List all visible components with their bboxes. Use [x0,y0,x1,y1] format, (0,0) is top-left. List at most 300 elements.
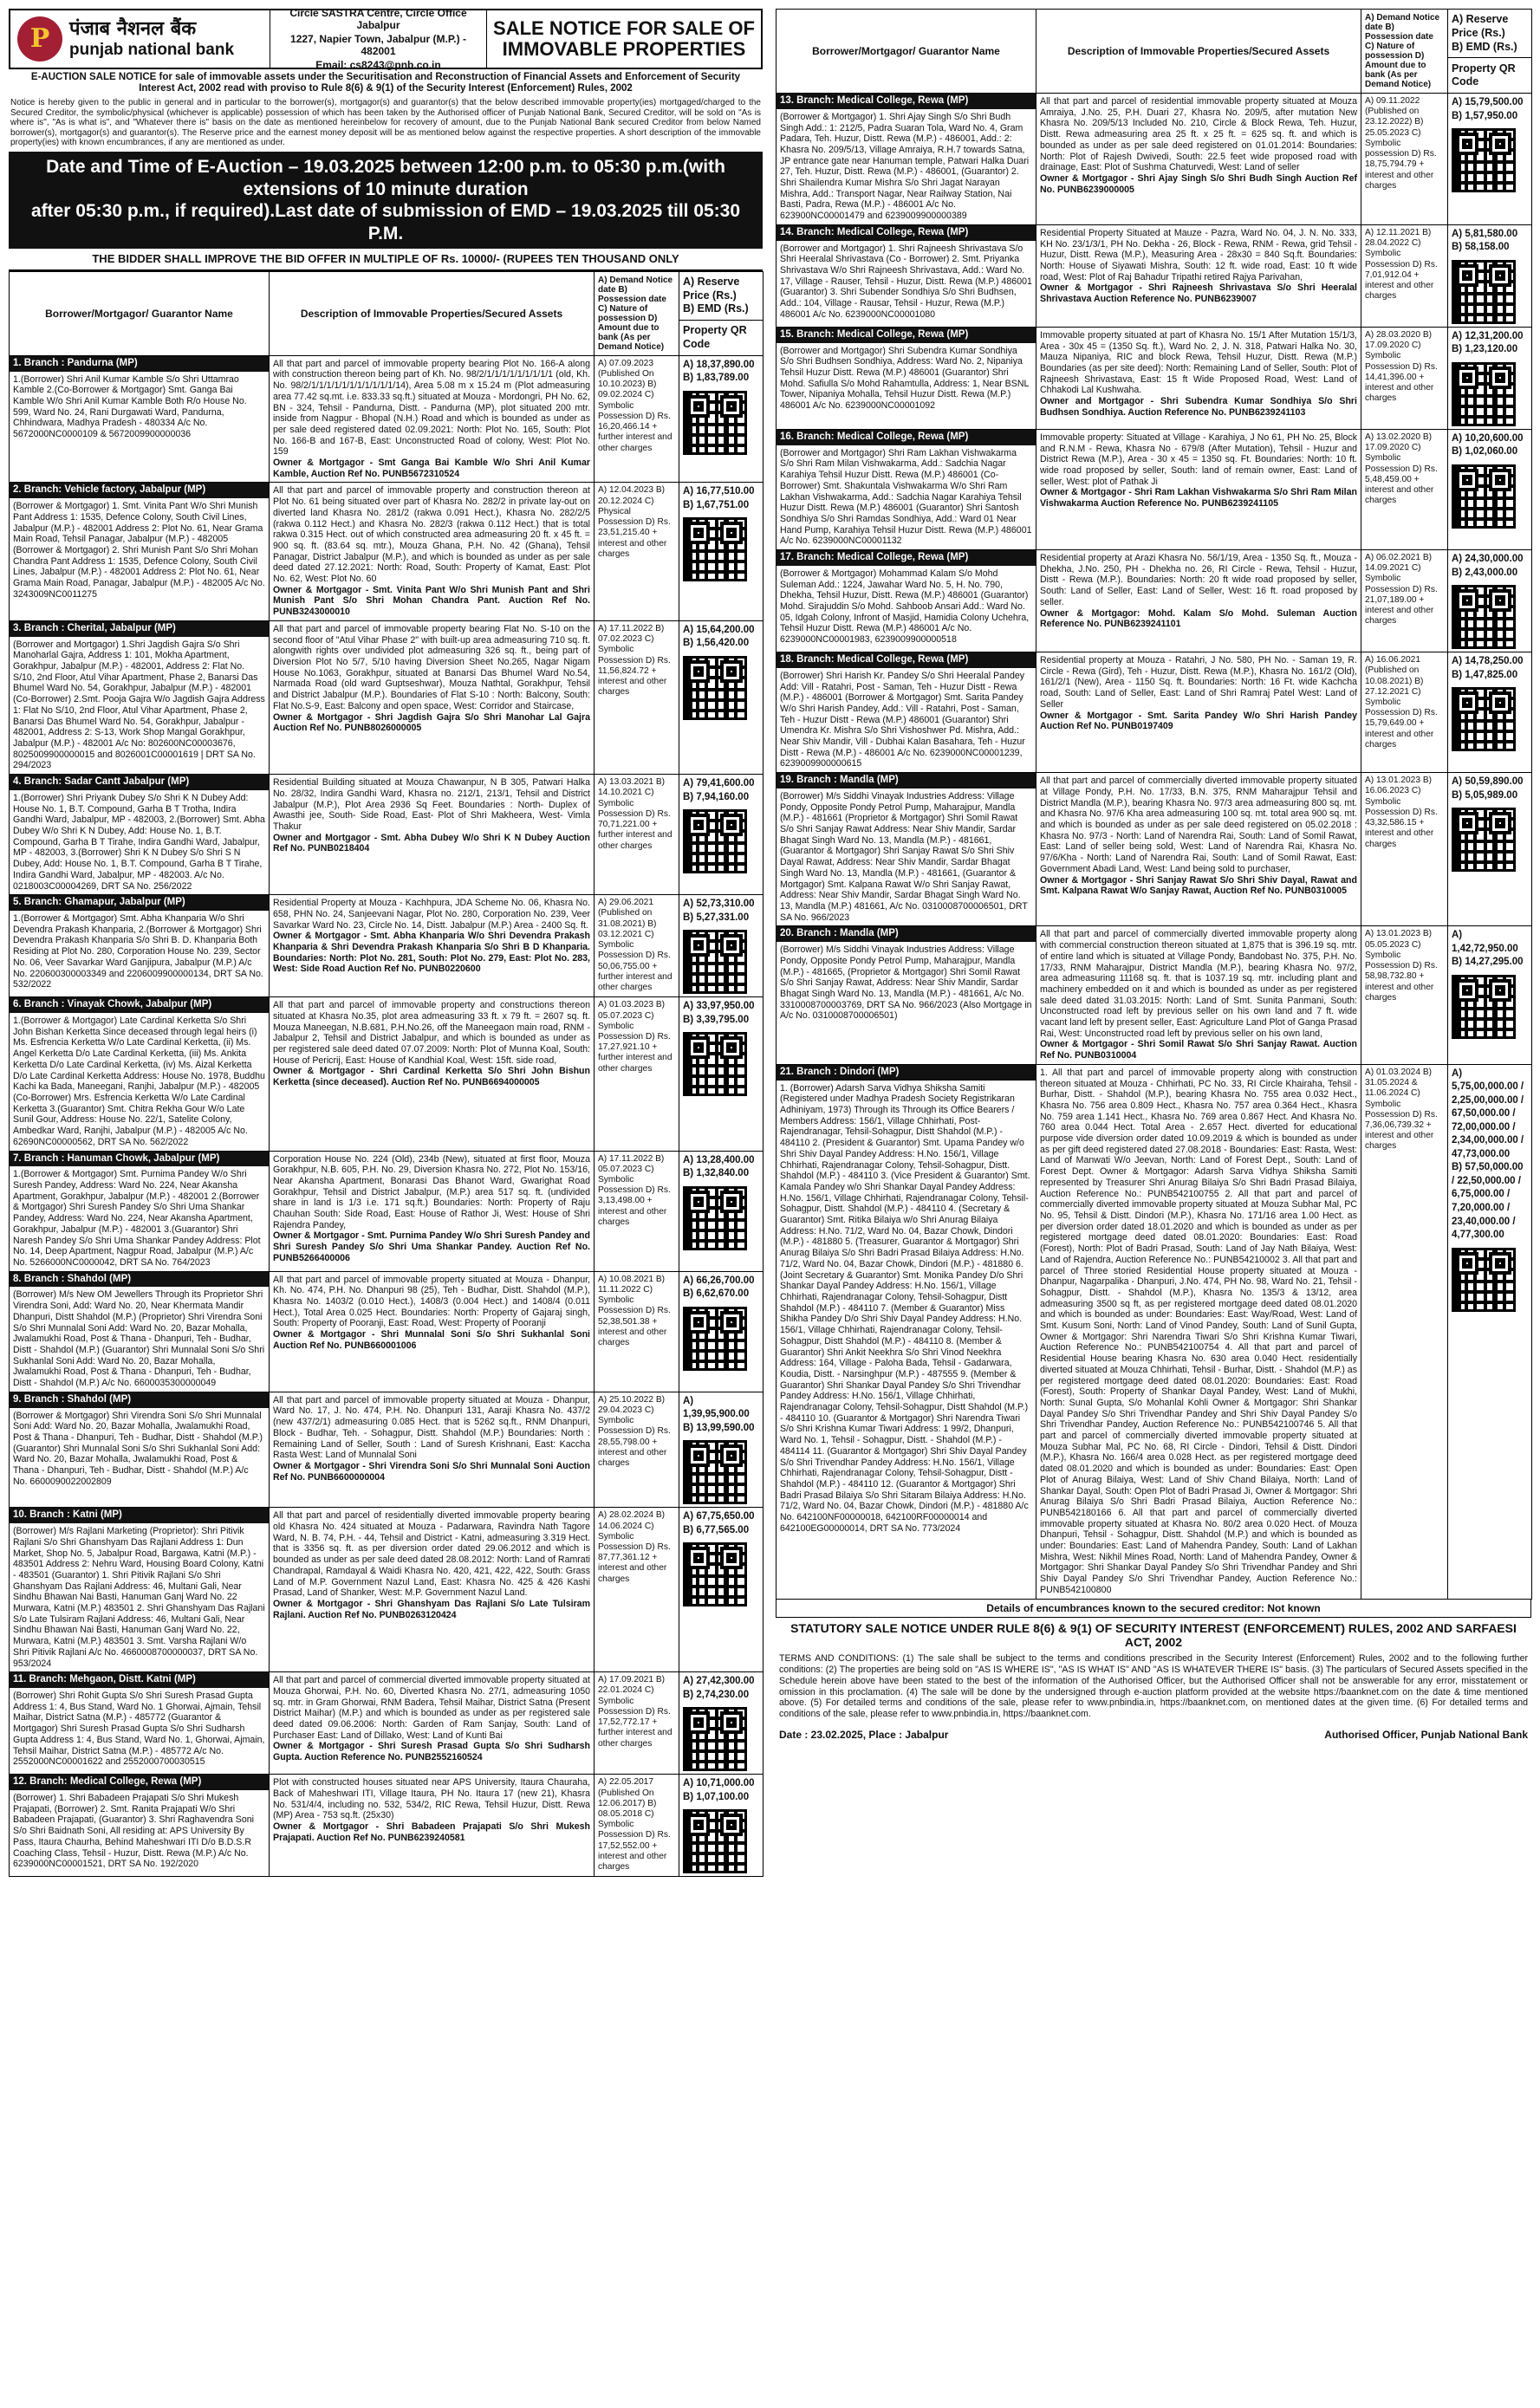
branch-label: 17. Branch: Medical College, Rewa (MP) [776,550,1036,566]
dates-cell [1361,327,1448,429]
description-cell [270,620,595,774]
dates-cell [1361,1064,1448,1599]
borrower-text: (Borrower and Mortgagor) Shri Subendra Kumar Sondhiya S/o Shri Budhsen Sondhiya, Address: Ward No. 2, Nipaniya Tehsil Huzur Distt. Rewa (M.P.) 486001 (Guarantor) Shri Mohd. Safiulla S/o Mohd Rahamtulla, Address: 1, Near BSNL Tower, Nipaniya Mohalla, Tehsil Huzur Distt. Rewa (M.P.) 486001 A/c No. 6239000NC00001092 [780,345,1029,412]
qr-code-icon[interactable] [683,1186,747,1250]
notice-dates: A) 01.03.2023 B) 05.07.2023 C) Symbolic Possession D) Rs. 17,27,921.10 + further interest and other charges [598,1000,673,1074]
owner-auction-ref: Owner & Mortgagor - Shri Rajneesh Shrivastava S/o Shri Heeralal Shrivastava Auction Reference No. PUNB6239007 [1040,282,1357,305]
table-row [776,773,1532,926]
table-row [10,355,764,483]
dates-cell [595,775,679,895]
branch-label: 18. Branch: Medical College, Rewa (MP) [776,652,1036,668]
branch-label: 2. Branch: Vehicle factory, Jabalpur (MP) [10,483,269,498]
notice-title: SALE NOTICE FOR SALE OF IMMOVABLE PROPERTIES [493,16,755,60]
bank-name-hindi: पंजाब नैशनल बैंक [69,17,197,40]
dates-cell [1361,224,1448,327]
table-header-row [10,271,764,320]
reserve-price: A) 10,71,000.00 [683,1778,755,1789]
notice-dates: A) 13.01.2023 B) 05.05.2023 C) Symbolic Possession D) Rs. 58,98,732.80 + interest and other charges [1365,929,1438,1003]
pnb-logo-icon: P [17,16,62,62]
property-description: 1. All that part and parcel of immovable property along with construction thereon situated at Mouza - Chhirhati, PC No. 33, RI Circle Khairaha, Tehsil - Burhar, Distt. - Shahdol (M.P.), bearing Khasra No. 755 area 0.032 Hect., Khasra No. 756 area 0.809 Hect., Khasra No. 757 area 0.364 Hect., Khasra No. 759 area 1.141 Hect., Khasra No. 769 area 0.867 Hect. And Khasra No. 760 area 0.044 Hect. Total Area - 2.657 Hect. diverted for educational purpose vide diversion order dated 10.09.2019 & which is bounded as under as per gift deed registered dated 27.08.2018 - Boundaries: East: Rasta, West: Land of Manwati W/o Jeevan, North: Land of Forest Dept., South: Land of Forest Dept. Owner & Mortgagor: Adarsh Sarva Vidhya Shiksha Samiti represented by Treasurer Shri Anurag Bilaiya S/o Shri Badri Prasad Bilaiya, Auction Reference No.: PUNB542100755 2. All that part and parcel of commercially diverted immovable property situated at Mouza Subhar Mal, PC No. 95, Tehsil & Distt. Dindori (M.P.), Khasra No. 171/16 area 1.00 Hect. as per diversion order dated 18.01.2020 and which is bounded as under as per registered mortgage deed dated 08.01.2020: Boundaries: East: Road (Forest), North: Plot of Badri Prasad, South: Land of Jay Nath Bilaiya, West: Land of Rajendra, Auction Reference No.: PUNB54210002 3. All that part and parcel of Three storied Residential House property situated at Mouza - Dhanpur, Nagarpalika - Dhanpuri, J.No. 474, PH No. 98, Ward No. 21, Tehsil - Sohagpur, Distt. - Shahdol (M.P.), Khasra No. 135/3 & 13/12, area admeasuring 3500 sq ft, as per registered mortgage deed dated 08.01.2020 and which is bounded as under: Boundaries: East: Way/Road, West: Land of Smt. Kusum Soni, North: Land of Vinod Pandey, South: Land of Sunil Gupta, Owner & Mortgagor: Shri Narendra Tiwari S/o Shri Krishna Kumar Tiwari, Auction Reference No.: PUNB542100754 4. All that part and parcel of Residential House bearing Khasra No. 630 area 0.040 Hect. residentially diverted situated at Mouza Chhirhati, Tehsil - Burhar, Distt. - Shahdol (M.P.) as per registered mortgage deed dated 08.01.2020: Boundaries: East: Road (Forest), South: Property of Shankar Dayal Pandey, West: Land of Mukhi, North: Sunal Gupta, S/o Mohanlal Kohli Owner & Mortgagor: Shri Shankar Dayal Pandey S/o Shri Trivendhar Pandey and Shri Shiv Dayal Pandey S/o Shri Trivendhar Pandey, Auction Reference No.: PUNB542100746 5. All that part and parcel of commercially diverted immovable property situated at Mouza Subhar Mal, PC No. 68, RI Circle - Dindori, Tehsil & Distt. Dindori (M.P.), Khasra No. 166/4 area 0.028 Hect. as per registered mortgage deed dated 08.01.2020 and which is bounded as under: Boundaries: East: Open Plot of Anurag Bilaiya, West: Land of Shiv Chand Bilaiya, North: Land of Shankar Dayal, South: Open Plot of Badri Prasad Ji, Owner & Mortgagor: Shri Anurag Bilaiya S/o Shri Badri Prasad Bilaiya, Auction Reference No.: PUNB542180166 6. All that part and parcel of commercially diverted immovable property situated at Khasra No. 80/2 area 0.020 Hect. of Mouza Dhanpuri, Tehsil - Sohagpur, Distt. Shahdol (M.P.) and which is bounded as under: Boundaries: East: Land of Mahendra Pandey, South: Land of Lakhan Mishra, West: Nikhil Mines Road, North: Land of Mahendra Pandey, Owner & Mortgagor: Shri Shankar Dayal Pandey S/o Shri Trivendhar Pandey and Shri Shiv Dayal Pandey S/o Shri Trivendhar Pandey, Auction Reference No.: PUNB542100800 [1040,1067,1357,1595]
borrower-cell [776,429,1036,549]
borrower-text: (Borrower) M/s New OM Jewellers Through its Proprietor Shri Virendra Soni, Add: Ward No. 20, Near Khermata Mandir Dhanpuri, Distt Shahdol (M.P.) (Proprietor) Shri Virendra Soni S/o Shri Munnalal Soni Add: Ward No. 20, Bazar Mohalla, Jwalamukhi Road, Post & Thana - Dhanpuri, Teh - Budhar, Distt - Shahdol (M.P.) (Guarantor) Shri Munnalal Soni S/o Shri Sukhanlal Soni Add: Ward No. 20, Bazar Mohalla, Jwalamukhi Road, Post & Thana - Dhanpuri, Teh - Budhar, Distt - Shahdol (M.P.) A/c No. 6600035300000049 [13,1289,265,1389]
reserve-price: A) 16,77,510.00 [683,486,755,497]
borrower-text: (Borrower & Mortgagor) Mohammad Kalam S/o Mohd Suleman Add.: 1224, Jawahar Ward No. 5, H. No. 790, Dhekha, Tehsil Huzur, Distt. Rewa (M.P.) 486001 (Guarantor) Mohd. Sirajuddin S/o Mohd. Sahboob Ansari Add.: Ward No. 05, Idgah Colony, Infront of Masjid, Hamidia Colony Uchehra, Tehsil Huzur Distt. Rewa (M.P.) 486001 A/c No. 6239000NC00001983, 6239009900000518 [780,568,1030,646]
reserve-price: A) 33,97,950.00 [683,1001,755,1012]
qr-code-icon[interactable] [1452,260,1516,324]
branch-label: 19. Branch : Mandla (MP) [776,773,1036,789]
description-cell [270,1151,595,1271]
circle-office-address: Circle SASTRA Centre, Circle Office Jabalpur 1227, Napier Town, Jabalpur (M.P.) - 482001 Email: cs8243@pnb.co.in [270,10,487,68]
owner-auction-ref: Owner & Mortgagor - Smt. Vinita Pant W/o Shri Munish Pant and Shri Munish Pant S/o Shri Mohan Chandra Pant. Auction Ref No. PUNB3243000010 [273,584,590,618]
emd-amount: B) 3,39,795.00 [683,1014,750,1025]
owner-auction-ref: Owner & Mortgagor: Mohd. Kalam S/o Mohd. Suleman Auction Reference No. PUNB6239241101 [1040,607,1357,630]
bank-name-english: punjab national bank [69,40,235,59]
bank-logo-block [10,10,270,68]
borrower-text: (Borrower & Mortgagor) 1. Shri Ajay Singh S/o Shri Budh Singh Add.: 1: 212/5, Padra Suaran Tola, Ward No. 4, Gram Padara, Teh. Huzur, Distt. Rewa (M.P.) - 486001, Add.: 2: Khasra No. 209/5/13, Village Amraiya, R.H.7 towards Satna, JP entrance gate near Hanuman temple, Patwari Halka Duari 27, Teh. Huzur, Distt. Rewa (M.P.) - 486001, (Guarantor) 2. Shri Shailendra Kumar Mishra S/o Shri Jagat Narayan Mishra, Add.: Transport Nagar, Near Railway Station, Nai Basti, Padra, Rewa (M.P.) - 486001 A/c No. 623900NC00001479 and 6239009900000389 [780,111,1030,222]
emd-amount: B) 58,158.00 [1452,242,1510,253]
qr-code-icon[interactable] [683,1542,747,1606]
property-description: Residential property at Arazi Khasra No. 56/1/19, Area - 1350 Sq. ft., Mouza - Dhekha, J.No. 250, PH - Dhekha no. 26, RI Circle - Rewa, Tehsil - Huzur, Distt - Rewa (M.P.). Boundaries: North: 20 ft wide road proposed by seller, South: Land of Seller, East: Land of Seller, West: 16 ft. road proposed by seller. [1040,553,1357,607]
col-dates: A) Demand Notice date B) Possession date C) Nature of possession D) Amount due to bank (As per Demand Notice) [595,271,679,355]
price-cell [1448,652,1532,773]
qr-code-icon[interactable] [683,391,747,455]
qr-code-icon[interactable] [1452,975,1516,1039]
right-table-body [776,94,1532,1600]
dates-cell [1361,429,1448,549]
emd-amount: B) 5,05,989.00 [1452,789,1518,801]
borrower-cell [776,1064,1036,1599]
borrower-cell [10,620,270,774]
borrower-text: 1.(Borrower & Mortgagor) Smt. Abha Khanparia W/o Shri Devendra Prakash Khanparia, 2.(Borrower & Mortgagor) Shri Devendra Prakash Khanparia S/o Shri B. D. Khanparia Both Residing at Plot No. 280, Corporation House No. 239, Sector No. 06, Veer Savarkar Ward Ganjipura, Jabalpur (M.P.) A/c No. 220600300003349 and 2206009900000134, DRT SA No. 532/2022 [13,913,263,990]
dates-cell [1361,652,1448,773]
price-cell [679,1775,764,1877]
auction-date-band: Date and Time of E-Auction – 19.03.2025 between 12:00 p.m. to 05:30 p.m.(with extensions of 10 minute duration after 05:30 p.m., if required).Last date of submission of EMD – 19.03.2025 till 05:30 P.M. [9,152,763,249]
emd-amount: B) 1,07,100.00 [683,1791,750,1802]
table-row [10,895,764,997]
reserve-price: A) 1,39,95,900.00 [683,1395,750,1420]
description-cell [270,997,595,1151]
table-row [10,1151,764,1271]
reserve-price: A) 5,75,00,000.00 / 2,25,00,000.00 / 67,50,000.00 / 72,00,000.00 / 2,34,00,000.00 / 47,73,000.00 [1452,1068,1524,1159]
statutory-title: STATUTORY SALE NOTICE UNDER RULE 8(6) & 9(1) OF SECURITY INTEREST (ENFORCEMENT) RULES, 2002 AND SARFAESI ACT, 2002 [790,1620,1517,1650]
description-cell [270,1508,595,1672]
borrower-text: (Borrower) Shri Rohit Gupta S/o Shri Suresh Prasad Gupta Address 1: 4, Bus Stand, Ward No. 1 Ghorwai, Ajmain, Tehsil Maihar, District Satna (M.P.) - 485772 (Guarantor & Mortgagor) Shri Suresh Prasad Gupta S/o Shri Sudharsh Gupta Address 1: 4, Bus Stand, Ward No. 1, Ghorwai, Ajmain, Tehsil Maihar, District Satna (M.P.) - 485772 A/c No. 2552000NC00001622 and 2552000700030515 [13,1691,265,1768]
borrower-text: 1.(Borrower & Mortgagor) Smt. Purnima Pandey W/o Shri Suresh Pandey, Address: Ward No. 224, Near Akansha Apartment, Gorakhpur, Jabalpur (M.P.) - 482001 2.(Borrower & Mortgagor) Shri Suresh Pandey S/o Shri Uma Shankar Pandey, Address: Ward No. 224, Near Akansha Apartment, Gorakhpur, Jabalpur (M.P.) - 482001 3.(Guarantor) Shri Naresh Pandey S/o Shri Uma Shankar Pandey Address: Plot No. 14, Deep Apartment, Nagpur Road, Jabalpur (M.P.) A/c No. 5266000NC0000042, DRT SA No. 764/2023 [13,1169,261,1268]
description-cell [270,895,595,997]
col-reserve-emd: A) Reserve Price (Rs.) B) EMD (Rs.) [679,271,764,320]
col-qr: Property QR Code [1448,58,1532,94]
borrower-text: (Borrower) 1. Shri Babadeen Prajapati S/o Shri Mukesh Prajapati, (Borrower) 2. Smt. Ranita Prajapati W/o Shri Babadeen Prajapati, (Guarantor) 3. Shri Raghavendra Soni S/o Shri Baidnath Soni, All residing at: APS University By Pass, Itaura Chaurha, Behind Maheshwari ITI D/o B.D.S.R Coaching Class, Tehsil - Huzur, Distt. Rewa (M.P.) A/c No. 6239000NC00001521, DRT SA No. 192/2020 [13,1793,254,1870]
qr-code-icon[interactable] [1452,1248,1516,1312]
borrower-cell [10,1392,270,1508]
description-cell [1036,773,1361,926]
notice-dates: A) 17.11.2022 B) 07.02.2023 C) Symbolic Possession D) Rs. 11,56,824.72 + interest and other charges [598,623,671,698]
borrower-text: 1. (Borrower) Adarsh Sarva Vidhya Shiksha Samiti (Registered under Madhya Pradesh Society Registrikaran Adhiniyam, 1973) Through its Through its Office Bearers / Members Address: 156/1, Village Chhirhati, Post-Rajendranagar, Tehsil-Sohagpur, Distt Shahdol (M.P.) - 484110 2. (President & Guarantor) Smt. Upama Pandey w/o Shri Shiv Dayal Pandey Address: H.No. 156/1, Village Chhirhati, Rajendranagar Colony, Tehsil-Sohagpur, Distt. Shahdol (M.P.) - 484110 3. (Vice President & Guarantor) Smt. Kamala Pandey w/o Shri Shankar Dayal Pandey Address: H.No. 156/1, Village Chhirhati, Rajendranagar Colony, Tehsil-Sohagpur, Distt. Shahdol (M.P.) - 484110 4. (Secretary & Guarantor) Smt. Ritika Bilaiya w/o Shri Anurag Bilaiya Address: H.No. 71/2, Ward No. 04, Bazar Chowk, Dindori (M.P.) - 481880 5. (Treasurer, Guarantor & Mortgagor) Shri Anurag Bilaiya S/o Shri Badri Prasad Bilaiya Address: H.No. 71/2, Ward No. 04, Bazar Chowk, Dindori (M.P.) - 481880 6. (Joint Secretary & Guarantor) Smt. Monika Pandey D/o Shri Shankar Dayal Pandey Address: H.No. 156/1, Village Chhirhati, Rajendranagar Colony, Tehsil-Sohagpur, Distt Shahdol (M.P.) - 484110 7. (Member & Guarantor) Miss Shikha Pandey D/o Shri Shiv Dayal Pandey Address: H.No. 156/1, Village Chhirhati, Rajendranagar Colony, Tehsil-Sohagpur, Distt Shahdol (M.P.) - 484110 8. (Member & Guarantor) Shri Ankit Neekhra S/o Shri Vinod Neekhra Address: 164, Village - Paloha Bada, Tehsil - Gadarwara, Koudia, Distt. - Narsinghpur (M.P.) - 487555 9. (Member & Guarantor) Shri Shankar Dayal Pandey S/o Shri Trivendhar Pandey Address: H.No. 156/1, Village Chhirhati, Rajendranagar Colony, Tehsil-Sohagpur, Distt Shahdol (M.P.) - 484110 10. (Guarantor & Mortgagor) Shri Narendra Tiwari S/o Shri Krishna Kumar Tiwari Address: 1 99/2, Dhanpuri, Ward No. 1, Tehsil - Sohagpur, Distt. - Shahdol (M.P.) - 484114 11. (Guarantor & Mortgagor) Shri Shiv Dayal Pandey S/o Shri Trivendhar Pandey Address: H.No. 156/1, Village Chhirhati, Rajendranagar Colony, Tehsil-Sohagpur, Distt - Shahdol (M.P.) - 484110 12. (Guarantor & Mortgagor) Shri Badri Prasad Bilaiya S/o Shri Sitaram Bilaiya Address: H.No. 71/2, Ward No. 04, Bazar Chowk, Dindori (M.P.) - 481880 A/c No. 642100NF00000018, 642100RF00000014 and 642100EG00000014, DRT SA No. 773/2024 [780,1082,1030,1534]
price-cell [679,1508,764,1672]
table-row [776,1064,1532,1599]
notice-paragraph: Notice is hereby given to the public in general and in particular to the borrower(s), mortgagor(s) and guarantor(s) that the below described immovable property(ies) mortgaged/charged to the Secured Creditor, the symbolic/physical (whichever is applicable) possession of which has been taken by the Authorised officer of Punjab National Bank, Secured Creditor, will be sold on "As is where is", "As is what is", and "Whatever there is" basis on the date as mentioned hereinbelow for recovery of amount, due to the Punjab National Bank secured Creditor from below Named borrower(s), mortgagor(s) and guarantor(s). The Reserve price and the earnest money deposit will be as mentioned below against the respective properties. A short description of the immovable property(ies) with known encumbrances, if any are mentioned as under. [10,98,761,148]
table-row [10,1392,764,1508]
qr-code-icon[interactable] [683,1307,747,1371]
table-row [776,652,1532,773]
table-row [776,327,1532,429]
branch-label: 6. Branch : Vinayak Chowk, Jabalpur (MP) [10,997,269,1013]
reserve-price: A) 18,37,890.00 [683,359,755,370]
qr-code-icon[interactable] [1452,808,1516,872]
owner-auction-ref: Owner & Mortgagor - Smt. Abha Khanparia W/o Shri Devendra Prakash Khanparia & Shri Devendra Prakash Khanparia S/o Shri B D Khanparia. Boundaries: North: Plot No. 281, South: Plot No. 279, East: Plot No. 283, West: Side Road Auction Ref No. PUNB0220600 [273,931,590,975]
description-cell [1036,1064,1361,1599]
borrower-text: (Borrower) M/s Siddhi Vinayak Industries Address: Village Pondy, Opposite Pondy Petrol Pump, Maharajpur, Mandla (M.P.) - 481665, (Proprietor & Mortgagor) Shri Somil Rawat S/o Shri Sanjay Rawat, Address: Near Shiv Mandir, Sardar Bhagat Singh Ward No. 13, Mandla (M.P.) - 481661, A/c No. 3310008700003769, DRT SA No. 966/2023 (Also Mortgage in A/c No. 0310008700006501) [780,944,1032,1022]
borrower-cell [10,1151,270,1271]
borrower-cell [10,483,270,620]
price-cell [1448,327,1532,429]
terms-conditions: TERMS AND CONDITIONS: (1) The sale shall be subject to the terms and conditions prescribed in the Security Interest (Enforcement) Rules, 2002 and to the following further conditions: (2) The properties are being sold on "AS IS WHERE IS", "AS IS WHAT IS" AND "AS IS WHATEVER THERE IS" basis. (3) The particulars of Secured Assets specified in the Schedule herein above have been stated to the best of the information of the Authorised Officer, but the Authorised Officer shall not be answerable for any error, misstatement or omission in this proclamation. (4) The sale will be done by the undersigned through e-auction platform provided at the website https://baanknet.com on the date & time mentioned above. (5) For detailed terms and conditions of the sale, please refer to www.pnbindia.in, https://baanknet.com, on mentioned dates at the given time. (6) For detailed terms and conditions of the sale, please refer to www.pnbindia.in, https://baanknet.com. [779,1652,1528,1720]
borrower-text: 1.(Borrower) Shri Priyank Dubey S/o Shri K N Dubey Add: House No. 1, B.T. Compound, Garha B T Trotha, Indira Gandhi Ward, Jabalpur, MP - 482003, 2.(Borrower) Smt. Abha Dubey W/o Shri K N Dubey, Add: House No. 1, B.T. Compound, Garha B T Tirahe, Indira Gandhi Ward, Jabalpur, MP - 482003, 3.(Borrower) Shri K N Dubey S/o Shri S N Dubey, Add: House No. 1, B.T. Compound, Garha B T Tirahe, Indira Gandhi Ward, Jabalpur, MP - 482003. A/c No. 0218003C00004269, DRT SA No. 256/2022 [13,792,265,892]
dates-cell [595,355,679,483]
description-cell [270,1775,595,1877]
owner-auction-ref: Owner & Mortgagor - Shri Ajay Singh S/o Shri Budh Singh Auction Ref No. PUNB6239000005 [1040,172,1357,195]
emd-amount: B) 6,62,670.00 [683,1288,750,1300]
price-cell [679,483,764,620]
borrower-text: (Borrower) M/s Siddhi Vinayak Industries Address: Village Pondy, Opposite Pondy Petrol Pump, Maharajpur, Mandla (M.P.) - 481661 (Proprietor & Mortgagor) Shri Somil Rawat S/o Shri Sanjay Rawat Address: Near Shiv Mandir, Sardar Bhagat Singh Ward No. 13, Mandla (M.P.) - 481661, (Guarantor & Mortgagor) Shri Sanjay Rawat S/o Shri Shiv Dayal Rawat, Address: Near Shiv Mandir, Sardar Bhagat Singh Ward No. 13, Mandla (M.P.) - 481661, (Guarantor & Mortgagor) Smt. Kalpana Rawat W/o Shri Sanjay Rawat, Address: Near Shiv Mandir, Sardar Bhagat Singh Ward No. 13, Mandla (M.P.) 481661, A/c No. 0310008700006501, DRT SA No. 966/2023 [780,790,1028,923]
right-property-table [776,9,1532,1600]
branch-label: 5. Branch: Ghamapur, Jabalpur (MP) [10,895,269,911]
dates-cell [595,1775,679,1877]
emd-amount: B) 1,32,840.00 [683,1168,750,1179]
price-cell [679,1392,764,1508]
emd-amount: B) 1,23,120.00 [1452,344,1518,355]
borrower-text: (Borrower) M/s Rajlani Marketing (Proprietor): Shri Pitivik Rajlani S/o Shri Ghanshyam Das Rajlani Address 1: Dun Market, Shop No. 5, Jabalpur Road, Bargawa, Katni (M.P.) - 483501 Address 2: Nehru Ward, Housing Board Colony, Katni - 483501 (Guarantor) 1. Shri Pitivik Rajlani S/o Shri Ghanshyam Das Rajlani Address: 46, Multani Gali, Near Sindhu Bhawan Nai Basti, Hanuman Ganj Ward No. 22 Murwara, Katni (M.P.) 483501 2. Shri Ghanshyam Das Rajlani S/o Late Tulsiram Rajlani Address: 46, Multani Gali, Near Sindhu Bhawan Nai Basti, Hanuman Ganj Ward No. 22, Murwara, Katni (M.P.) 483501 3. Smt. Varsha Rajlani W/o Shri Pitivik Rajlani A/c No. 4660008700000037, DRT SA No. 953/2024 [13,1526,265,1669]
emd-amount: B) 13,99,590.00 [683,1422,755,1433]
authorised-officer: Authorised Officer, Punjab National Bank [1324,1729,1528,1742]
branch-label: 10. Branch : Katni (MP) [10,1508,269,1523]
notice-dates: A) 29.06.2021 (Published on 31.08.2021) B) 03.12.2021 C) Symbolic Possession D) Rs. 50,06,755.00 + further interest and other charges [598,898,673,993]
borrower-cell [10,1672,270,1775]
description-cell [1036,652,1361,773]
property-description: All that part and parcel of immovable property bearing Plot No. 166-A along with construction thereon being part of Kh. No. 98/2/1/1/1/1/1/1/1/1/1 (old, Kh. No. 98/2/1/1/1/1/1/1/1/1/1/1/1/14), Area 5.08 m x 15.24 m (Plot admeasuring area 77.42 sq.mt. i.e. 833.33 sq.ft.) situated at Mouza - Mordongri, PH No. 62, BN - 324, Tehsil - Pandurna, Distt. - Pandurna (MP), plot situated 200 mtr. inside from Nagpur - Bhopal (N.H.) Road and which is bounded as under as per sale deed registered dated 02.09.2021: North: Plot No. 165, South: Plot No. 166-B and 167-B, East: Unconstructed Road of colony, West: Plot No. 159 [273,358,590,458]
owner-auction-ref: Owner & Mortgagor - Shri Ghanshyam Das Rajlani S/o Late Tulsiram Rajlani. Auction Ref No. PUNB0263120424 [273,1598,590,1620]
left-column [9,6,763,2400]
dates-cell [595,620,679,774]
property-description: Corporation House No. 224 (Old), 234b (New), situated at first floor, Mouza Gorakhpur, N.B. 605, P.H. No. 29, Diversion Khasra No. 272, Plot No. 153/16, Near Akansha Apartment, Bonarasi Das Bhanot Ward, Gwarighat Road Gorakhpur, Tehsil and District Jabalpur, (M.P.) area 517 sq. ft. (undivided share in land is 1/3 i.e. 171 sq.ft.) Boundaries: North: Property of Raju Chauhan South: Side Road, East: House of Rathor Ji, West: House of Shri Rajendra Pandey, [273,1153,590,1230]
notice-dates: A) 12.04.2023 B) 20.12.2024 C) Physical Possession D) Rs. 23,51,215.40 + interest and other charges [598,485,671,559]
borrower-text: 1.(Borrower) Shri Anil Kumar Kamble S/o Shri Uttamrao Kamble 2.(Co-Borrower & Mortgagor) Smt. Ganga Bai Kamble W/o Shri Anil Kumar Kamble Both R/o House No. 599, Ward No. 24, Rani Durgawati Ward, Pandurna, Chhindwara, Madhya Pradesh - 480334 A/c No. 5672000NC0000109 & 5672009900000036 [13,373,247,440]
dates-cell [595,1392,679,1508]
dates-cell [1361,926,1448,1064]
property-description: All that part and parcel of commercially diverted immovable property situated at Village Pondy, P.H. No. 17/33, B.N. 375, RNM Maharajpur Tehsil and District Mandla (M.P.), bearing Khasra No. 97/3 area admeasuring 800 sq. mt. and Khasra No. 97/6 Kha area admeasuring 100 sq. mt. total area 900 sq. mt. and which is bounded as under as per sale deed registered on 05.02.2018 : Khasra No. 97/3 - North: Land of Narendra Rai, South: Land of Somil Rawat, East: Land of seller being sold, West: Land of Narendra Rai, Khasra No. 97/6/Kha - North: Land of Narendra Rai, South: Land of Somil Rawat, East: Government Abadi Land, West: Land being sold to purchaser, [1040,776,1357,874]
emd-amount: B) 7,94,160.00 [683,791,750,802]
branch-label: 13. Branch: Medical College, Rewa (MP) [776,94,1036,109]
dates-cell [595,1672,679,1775]
borrower-text: (Borrower and Mortgagor) 1.Shri Jagdish Gajra S/o Shri Manoharlal Gajra, Address 1: 101, Mokha Apartment, Gorakhpur, Jabalpur (M.P.) - 482001, Address 2: Flat No. S/10, 2nd Floor, Atul Vihar Apartment, Phase 2, Banarsi Das Bhumel Ward No. 54, Gorakhpur, Jabalpur (M.P.) - 482001 (Co-Borrower) 2.Smt. Pooja Gajra W/o Jagdish Gajra Address 1: Flat No S/10, 2nd Floor, Atul Vihar Apartment, Phase 2, Banarsi Das Bhumel Ward No. 54, Gorakhpur, Jabalpur - 482001, Address 2: S-13, Work Shop Mangal Gorakhpur, Jabalpur (M.P.) - 482001 A/c No: 802600NC00003676, 8025009900000015 and 8026001C00001619 | DRT SA No. 294/2023 [13,639,265,771]
reserve-price: A) 67,75,650.00 [683,1511,755,1522]
qr-code-icon[interactable] [1452,464,1516,529]
property-description: All that part and parcel of residential immovable property situated at Mouza Amraiya, J.No. 25, P.H. Duari 27, Khasra No. 209/5, after mutation New Khasra No. 209/5/13 Included No. 210, Circle & Block Rewa, Teh. Huzur, Distt. Rewa admeasuring area 25 ft. x 25 ft. = 625 sq. ft. and which is bounded as under as per sale deed registered on 01.01.2014: Boundaries: North: Plot of Rajesh Dwivedi, South: 22.5 feet wide proposed road with drainage, East: Plot of Sushma Chaturvedi, West: Land of seller [1040,96,1357,173]
borrower-cell [10,1775,270,1877]
dates-cell [595,895,679,997]
emd-amount: B) 1,57,950.00 [1452,110,1518,121]
reserve-price: A) 24,30,000.00 [1452,554,1524,565]
circle-email: Email: cs8243@pnb.co.in [315,59,441,72]
reserve-price: A) 79,41,600.00 [683,778,755,789]
borrower-text: (Borrower) Shri Harish Kr. Pandey S/o Shri Heeralal Pandey Add: Vill - Ratahri, Post - Saman, Teh - Huzur Distt - Rewa (M.P.) - 486001 (Borrower & Mortgagor) Smt. Sarita Pandey W/o Shri Harish Pandey, Add.: Vill - Ratahri, Post - Saman, Teh - Huzur Distt - Rewa (M.P.) 486001 (Guarantor) Shri Umendra Kr. Mishra S/o Shri Vishoshwer Pd. Mishra, Add.: Near Shiv Mandir, Vill - Dubhai Kalan Basahara, Teh - Huzur Distt - Rewa (M.P.) - 486001 A/c No. 6239000NC00001239, 6239009900000615 [780,670,1025,769]
reserve-price: A) 15,64,200.00 [683,624,755,635]
description-cell [1036,94,1361,225]
borrower-cell [10,1508,270,1672]
description-cell [270,483,595,620]
qr-code-icon[interactable] [683,1707,747,1771]
emd-amount: B) 6,77,565.00 [683,1524,750,1535]
owner-auction-ref: Owner & Mortgagor - Shri Babadeen Prajapati S/o Shri Mukesh Prajapati. Auction Ref No. PUNB6239240581 [273,1821,590,1843]
reserve-price: A) 15,79,500.00 [1452,97,1524,107]
emd-amount: B) 5,27,331.00 [683,912,750,923]
reserve-price: A) 5,81,580.00 [1452,228,1518,239]
notice-header [9,6,763,72]
borrower-cell [776,327,1036,429]
qr-code-icon[interactable] [683,517,747,581]
col-description: Description of Immovable Properties/Secured Assets [270,271,595,355]
description-cell [270,1271,595,1392]
notice-dates: A) 07.09.2023 (Published On 10.10.2023) B) 09.02.2024 C) Symbolic Possession D) Rs. 16,20,466.14 + further interest and other charges [598,358,673,453]
notice-dates: A) 13.01.2023 B) 16.06.2023 C) Symbolic Possession D) Rs. 43,32,586.15 + interest and other charges [1365,776,1438,849]
notice-dates: A) 22.05.2017 (Published On 12.06.2017) B) 08.05.2018 C) Symbolic Possession D) Rs. 17,52,552.00 + interest and other charges [598,1777,671,1873]
notice-dates: A) 01.03.2024 B) 31.05.2024 & 11.06.2024 C) Symbolic Possession D) Rs. 7,36,06,739.32 + interest and other charges [1365,1067,1438,1152]
owner-auction-ref: Owner and Mortgagor - Shri Subendra Kumar Sondhiya S/o Shri Budhsen Sondhiya. Auction Reference No. PUNB6239241103 [1040,396,1357,418]
notice-subtitle: E-AUCTION SALE NOTICE for sale of immovable assets under the Securitisation and Reconstruction of Financial Assets and Enforcement of Security Interest Act, 2002 read with proviso to Rule 8(6) & 9(1) of the Security Interest (Enforcement) Rules, 2002 [30,72,741,94]
qr-code-icon[interactable] [1452,362,1516,426]
borrower-cell [10,1271,270,1392]
borrower-cell [776,773,1036,926]
notice-dates: A) 16.06.2021 (Published on 10.08.2021) B) 27.12.2021 C) Symbolic Possession D) Rs. 15,79,649.00 + interest and other charges [1365,655,1438,750]
owner-auction-ref: Owner & Mortgagor - Shri Cardinal Kerketta S/o Shri John Bishun Kerketta (since deceased). Auction Ref No. PUNB6694000005 [273,1066,590,1088]
reserve-price: A) 13,28,400.00 [683,1154,755,1165]
property-description: All that part and parcel of immovable property and constructions thereon situated at Khasra No.35, plot area admeasuring 33 ft. x 79 ft. = 2607 sq. ft. Mouza Maneegan, N.B.681, P.H.No.26, off the Maneegaon main road, RNM - Jabalpur 2, Tehsil and District Jabalpur, and which is bounded as under as per registered sale deed dated 07.07.2009: North: Plot of Munna Koal, South: House of Pericrij, East: House of Kandhial Koal, West: 15ft. side road, [273,1000,590,1066]
price-cell [1448,429,1532,549]
price-cell [679,620,764,774]
description-cell [1036,429,1361,549]
encumbrance-line: Details of encumbrances known to the secured creditor: Not known [776,1600,1531,1618]
notice-dates: A) 28.03.2020 B) 17.09.2020 C) Symbolic Possession D) Rs. 14,41,396.00 + interest and other charges [1365,329,1438,404]
owner-auction-ref: Owner & Mortgagor - Shri Sanjay Rawat S/o Shri Shiv Dayal, Rawat and Smt. Kalpana Rawat W/o Sanjay Rawat, Auction Ref No. PUNB0310005 [1040,874,1357,897]
notice-dates: A) 09.11.2022 (Published on 23.12.2022) B) 25.05.2023 C) Symbolic possession D) Rs. 18,75,794.79 + interest and other charges [1365,96,1437,191]
reserve-price: A) 52,73,310.00 [683,899,755,910]
dates-cell [1361,550,1448,652]
table-row [10,1775,764,1877]
property-description: All that part and parcel of immovable property bearing Flat No. S-10 on the second floor of "Atul Vihar Phase 2" with built-up area admeasuring 710 sq. ft. alongwith rights over undivided plot admeasuring 326 sq. ft., being part of Diversion Plot No 5/7, 5/10 having Diversion Sheet No.265, Nagar Nigam House No.1063, Gorakhpur, situated at Banarsi Das Bhumel Ward No.54, Narmada Road (old ward Guptseshwar), Mouza Nathtal, Gorakhpur, Tehsil and District Jabalpur (M.P.). Boundaries of Flat S-10 : North: Balcony, South: Flat No.S-9, East: Balcony and open space, West: Corridor and Staircase, [273,623,590,711]
branch-label: 16. Branch: Medical College, Rewa (MP) [776,430,1036,445]
borrower-cell [10,775,270,895]
property-description: All that part and parcel of residentially diverted immovable property bearing old Khasra No. 424 situated at Mouza - Padarwara, Ravindra Nath Tagore Ward, N. B. 74, P.H. - 44, Tehsil and District - Katni, admeasuring 3.319 Hect. that is 3356 sq. ft. as per diversion order dated 29.06.2012 and which is bounded as under as per sale deed dated 28.08.2012: North: Land of Ramrati Chandrapal, Ramdayal & Waidi Khasra No. 420, 421, 422, 422, South: Grass Land of M.P. Government Nazul Land, East: Khasra No. 425 & 426 Kashi Prasad, Land of Shanker, West: M.P. Government Nazul Land. [273,1510,590,1599]
description-cell [1036,224,1361,327]
price-cell [679,775,764,895]
borrower-cell [776,94,1036,225]
owner-auction-ref: Owner and Mortgagor - Smt. Abha Dubey W/o Shri K N Dubey Auction Ref No. PUNB0218404 [273,832,590,854]
price-cell [1448,926,1532,1064]
owner-auction-ref: Owner & Mortgagor - Shri Suresh Prasad Gupta S/o Shri Sudharsh Gupta. Auction Reference No. PUNB2552160524 [273,1741,590,1763]
description-cell [1036,550,1361,652]
reserve-price: A) 12,31,200.00 [1452,330,1524,341]
table-row [776,94,1532,225]
borrower-text: (Borrower & Mortgagor) Shri Virendra Soni S/o Shri Munnalal Soni Add: Ward No. 20, Bazar Mohalla, Jwalamukhi Road, Post & Thana - Dhanpuri, Teh - Budhar, Distt - Shahdol (M.P.) (Guarantor) Shri Munnalal Soni S/o Shri Sukhanlal Soni Add: Ward No. 20, Bazar Mohalla, Jwalamukhi Road, Post & Thana - Dhanpuri, Teh - Budhar, Distt - Shahdol (M.P.) A/c No. 6600090022002809 [13,1410,263,1487]
property-description: Residential Property Situated at Mauze - Pazra, Ward No. 04, J. N. No. 333, KH No. 23/1/3/1, PH No. Dekha - 26, Block - Rewa, RNM - Rewa, grid Tehsil - Huzur, Distt. Rewa (M.P.), Measuring Area - 28x30 = 840 Sq.ft. Boundaries: North: House of Siyawati Mishra, South: 12 ft. wide road, East: 10 ft wide road, West: Plot of Raj Bahadur Tripathi retired Rajya Parivahan, [1040,227,1357,282]
signature-row [776,1722,1531,1748]
table-row [776,550,1532,652]
reserve-price: A) 27,42,300.00 [683,1676,755,1687]
property-description: All that part and parcel of immovable property and construction thereon at Plot No. 61 being situated over part of Khasra No. 282/2 in private lay-out on diverted land Khasra No. 281/2 (rakwa 0.091 Hect.), Khasra No. 282/2/5 (rakwa 0.112 Hect.) and Khasra No. 282/3 (rakwa 0.112 Hect.) that is total rakwa 0.315 Hect. out of which constructed area admeasuring 20 ft. x 45 ft. = 900 sq. ft. (83.64 sq. mtr.), Mouza Ghana, P.H. No. 42 (Ghana), Tehsil Panagar, District Jabalpur (M.P.), and which is bounded as under as per sale deed dated 27.12.2021: North: Road, South: Property of Kamat, East: Plot No. 62, West: Plot No. 60 [273,485,590,585]
left-table-body [10,355,764,1877]
owner-auction-ref: Owner & Mortgagor - Smt. Sarita Pandey W/o Shri Harish Pandey Auction Ref No. PUNB0197409 [1040,710,1357,732]
property-description: All that part and parcel of commercial diverted immovable property situated at Mouza Ghorwai, P.H. No. 60, Diverted Khasra No. 27/1, admeasuring 1050 sq. mtr. in Gram Ghorwai, RNM Badera, Tehsil Maihar, District Satna (Present District Maihar) (M.P.) and which is bounded as under as per registered sale deed dated 09.06.2006: North: Garden of Ram Sanjay, South: Land of Purchaser East: Land of Dillako, West: Land of Kunti Bai [273,1675,590,1741]
emd-amount: B) 1,02,060.00 [1452,446,1518,458]
borrower-cell [10,355,270,483]
qr-code-icon[interactable] [683,930,747,994]
col-dates: A) Demand Notice date B) Possession date C) Nature of possession D) Amount due to bank (As per Demand Notice) [1361,10,1448,94]
description-cell [1036,926,1361,1064]
qr-code-icon[interactable] [683,656,747,720]
price-cell [1448,1064,1532,1599]
table-row [776,224,1532,327]
owner-auction-ref: Owner & Mortgagor - Shri Virendra Soni S/o Shri Munnalal Soni Auction Ref No. PUNB6600000004 [273,1460,590,1483]
price-cell [679,1271,764,1392]
price-cell [1448,550,1532,652]
emd-amount: B) 1,67,751.00 [683,499,750,510]
branch-label: 14. Branch: Medical College, Rewa (MP) [776,225,1036,241]
description-cell [270,355,595,483]
reserve-price: A) 66,26,700.00 [683,1275,755,1286]
branch-label: 11. Branch: Mehgaon, Distt. Katni (MP) [10,1672,269,1688]
emd-amount: B) 1,83,789.00 [683,373,750,384]
branch-label: 9. Branch : Shahdol (MP) [10,1392,269,1408]
reserve-price: A) 1,42,72,950.00 [1452,930,1518,954]
description-cell [270,1392,595,1508]
notice-dates: A) 17.11.2022 B) 05.07.2023 C) Symbolic Possession D) Rs. 3,13,498.00 + interest and other charges [598,1153,671,1227]
reserve-price: A) 50,59,890.00 [1452,776,1524,788]
emd-amount: B) 57,50,000.00 / 22,50,000.00 / 6,75,000.00 / 7,20,000.00 / 23,40,000.00 / 4,77,300.00 [1452,1162,1524,1241]
emd-amount: B) 2,43,000.00 [1452,567,1518,578]
bid-increment-band: THE BIDDER SHALL IMPROVE THE BID OFFER IN MULTIPLE OF Rs. 10000/- (RUPEES TEN THOUSAND ONLY [9,249,763,270]
emd-amount: B) 1,47,825.00 [1452,669,1518,680]
borrower-cell [10,997,270,1151]
borrower-text: 1.(Borrower & Mortgagor) Late Cardinal Kerketta S/o Shri John Bishan Kerketta Since deceased through legal heirs (i) Ms. Esfrencia Kerketta W/o Late Cardinal Kerketta, (ii) Ms. Angel Kerketta D/o Late Cardinal Kerketta, (iii) Ms. Ankita Kerketta D/o Late Cardinal Kerketta, (iv) Ms. Aizal Kerketta D/o Late Cardinal Kerketta Address: House No. 1978, Buddhu Kachi ka Bada, Maneegani, Ranjhi, Jabalpur (M.P.) - 482005 (Co-Borrower) Mrs. Esfrencia Kerketta W/o Late Cardinal Kerketta 3.(Guarantor) Smt. Chitra Rekha Gour W/o Late Sunil Gour, Address: House No. 22/1, Satelite Colony, Ambedkar Ward, Ranjhi, Jabalpur (M.P.) - 482005 A/c No. 62690NC00000562, DRT SA No. 562/2022 [13,1016,265,1147]
emd-amount: B) 14,27,295.00 [1452,957,1524,968]
description-cell [270,1672,595,1775]
notice-dates: A) 13.02.2020 B) 17.09.2020 C) Symbolic Possession D) Rs. 5,48,459.00 + interest and other charges [1365,432,1438,506]
branch-label: 3. Branch : Cherital, Jabalpur (MP) [10,621,269,637]
table-row [10,1672,764,1775]
table-row [10,997,764,1151]
dates-cell [595,483,679,620]
branch-label: 7. Branch : Hanuman Chowk, Jabalpur (MP) [10,1152,269,1167]
property-description: Plot with constructed houses situated near APS University, Itaura Chauraha, Back of Maheshwari ITI, Village Itaura, PH No. Itaura 17 (new 21), Khasra No. 531/4/4, including no. 532, 534/2, RIC Rewa, Tehsil Huzur, Distt. Rewa (MP) Area - 753 sq.ft. (25x30) [273,1777,590,1821]
table-row [10,1508,764,1672]
price-cell [679,355,764,483]
qr-code-icon[interactable] [683,1032,747,1096]
right-column [776,9,1531,2400]
emd-amount: B) 2,74,230.00 [683,1689,750,1700]
table-row [776,429,1532,549]
price-cell [679,1151,764,1271]
dates-cell [595,997,679,1151]
owner-auction-ref: Owner & Mortgagor - Smt. Purnima Pandey W/o Shri Suresh Pandey and Shri Suresh Pandey S/o Shri Uma Shankar Pandey. Auction Ref No. PUNB5266400006 [273,1230,590,1263]
borrower-text: (Borrower and Mortgagor) Shri Ram Lakhan Vishwakarma S/o Shri Ram Milan Vishwakarma, Add.: Sadchia Nagar Karahiya Tehsil Huzur Distt. Rewa (M.P.) 486001 (Co-Borrower) Smt. Shakuntala Vishwakarma W/o Shri Ram Lakhan Vishwakarma, Add.: Sadchia Nagar Karahiya Tehsil Huzur Distt. Rewa (M.P.) 486001 (Guarantor) Shri Santosh Sondhiya S/o Shri Ramdas Sondhiya, Add.: Ward 01 Near Hand Pump, Karahiya Tehsil Huzur Distt. Rewa (M.P.) 486001 A/c No. 6239000NC00001132 [780,447,1032,547]
property-description: Immovable property: Situated at Village - Karahiya, J No 61, PH No. 25, Block and R.N.M - Rewa, Khasra No - 679/8 (After Mutation), Tehsil - Huzur and District Rewa (M.P.), Area - 30 x 45 = 1350 sq. Ft. Boundaries: North: 10 ft. wide road proposed by seller, South: land of remain owner, East: Land of seller, West: plot of Pathak Ji [1040,432,1357,487]
notice-dates: A) 06.02.2021 B) 14.09.2021 C) Symbolic Possession D) Rs. 21,07,189.00 + interest and other charges [1365,553,1438,626]
borrower-cell [776,224,1036,327]
table-row [776,926,1532,1064]
branch-label: 4. Branch: Sadar Cantt Jabalpur (MP) [10,775,269,790]
owner-auction-ref: Owner & Mortgagor - Shri Somil Rawat S/o Shri Sanjay Rawat. Auction Ref No. PUNB0310004 [1040,1039,1357,1061]
property-description: Residential Property at Mouza - Kachhpura, JDA Scheme No. 06, Khasra No. 658, PHN No. 24, Sanjeevani Nagar, Plot No. 280, Corporation No. 239, Veer Savarkar Ward No. 23, Circle No. 14, Distt. Jabalpur (M.P.) Area - 2400 Sq. ft. [273,898,590,931]
price-cell [679,1672,764,1775]
branch-label: 12. Branch: Medical College, Rewa (MP) [10,1775,269,1790]
notice-dates: A) 28.02.2024 B) 14.06.2024 C) Symbolic Possession D) Rs. 87,77,361.12 + interest and other charges [598,1510,671,1584]
borrower-cell [776,550,1036,652]
owner-auction-ref: Owner & Mortgagor - Smt Ganga Bai Kamble W/o Shri Anil Kumar Kamble, Auction Ref No. PUNB5672310524 [273,458,590,479]
borrower-cell [776,926,1036,1064]
col-description: Description of Immovable Properties/Secured Assets [1036,10,1361,94]
col-reserve-emd: A) Reserve Price (Rs.) B) EMD (Rs.) [1448,10,1532,58]
property-description: All that part and parcel of immovable property situated at Mouza - Dhanpur, Kh. No. 474, P.H. No. Dhanpuri 98 (25), Teh - Budhar, Distt. Shahdol (M.P.), Khasra No. 1403/2 (0.010 Hect.), 1408/3 (0.004 Hect.) and 1408/4 (0.011 Hect.), Total Area 0.025 Hect. Boundaries: North: Property of Gajaraj singh, South: Property of Pooranji, East: Road, West: Property of Pooranji [273,1274,590,1329]
reserve-price: A) 10,20,600.00 [1452,432,1524,444]
col-borrower: Borrower/Mortgagor/ Guarantor Name [10,271,270,355]
table-row [10,483,764,620]
borrower-text: (Borrower and Mortgagor) 1. Shri Rajneesh Shrivastava S/o Shri Heeralal Shrivastava (Co - Borrower) 2. Smt. Priyanka Shrivastava W/o Shri Rajneesh Shrivastava, Add.: Ward No. 17, Village - Rauser, Tehsil - Huzur, Distt. Rewa (M.P.) 486001 (Guarantor) 3. Shri Subender Sondhiya S/o Shri Budhsen, Add.: 104, Village - Rausar, Tehsil - Huzur, Rewa (M.P.) 486001 A/c No. 6239000NC00001080 [780,243,1032,320]
dates-cell [1361,94,1448,225]
description-cell [1036,327,1361,429]
qr-code-icon[interactable] [683,1809,747,1873]
branch-label: 1. Branch : Pandurna (MP) [10,356,269,372]
property-description: All that part and parcel of commercially diverted immovable property along with commercial construction thereon situated at 1,875 that is 396.19 sq. mtr. of entire land which is situated at Village Pondy, Bandobast No. 375, P.H. No. 17/33, RNM Maharajpur, District Mandla (M.P.), bearing Khasra No. 97/2, area admeasuring 11168 sq. ft. that is 1037.19 sq. mtr. including plant and machinery embedded on it and which is bounded as under as per registered sale deed dated 31.03.2015: North: Land of Smt. Sunita Panmani, South: Unconstructed road left by previous seller on his own land and 7 ft. wide vacant land left by present seller, East: Agriculture Land Plot of Ganga Prasad Rai, West: Unconstructed road left by previous seller on his own land, [1040,929,1357,1039]
owner-auction-ref: Owner & Mortgagor - Shri Ram Lakhan Vishwakarma S/o Shri Ram Milan Vishwakarma Auction Reference No. PUNB6239241105 [1040,487,1357,510]
property-description: Residential property at Mouza - Ratahri, J No. 580, PH No. - Saman 19, R. Circle - Rewa (Gird), Teh - Huzur, Distt. Rewa (M.P.), Khasra No. 161/2 (Old), 161/2/1 (New), Area - 1150 Sq. ft. Boundaries: North: 16 Ft. wide Kachcha road, South: Land of Seller, East: Land of Shri Ramraj Patel West: Land of Seller [1040,655,1357,710]
left-property-table [9,271,764,1878]
reserve-price: A) 14,78,250.00 [1452,656,1524,667]
table-row [10,620,764,774]
qr-code-icon[interactable] [683,1440,747,1504]
table-row [10,775,764,895]
price-cell [1448,773,1532,926]
table-row [10,1271,764,1392]
qr-code-icon[interactable] [1452,585,1516,649]
property-description: Immovable property situated at part of Khasra No. 15/1 After Mutation 15/1/3, Area - 30x 45 = (1350 Sq. ft.), Ward No. 2, J. N. 318, Patwari Halka No. 30, Mauza Nipaniya, RIC and block Rewa, Tehsil Huzur, Distt. Rewa (M.P.) Boundaries (as per site deed): North: Remaining Land of Seller, South: Plot of Rajneesh Shrivastava, East: 15 ft Wide Proposed Road, West: Land of Chhakodi Lal Kushwaha. [1040,329,1357,396]
notice-dates: A) 25.10.2022 B) 29.04.2023 C) Symbolic Possession D) Rs. 28,55,798.00 + interest and other charges [598,1394,671,1469]
branch-label: 15. Branch: Medical College, Rewa (MP) [776,328,1036,343]
dates-cell [595,1508,679,1672]
borrower-cell [776,652,1036,773]
branch-label: 8. Branch : Shahdol (MP) [10,1272,269,1288]
price-cell [1448,224,1532,327]
qr-code-icon[interactable] [1452,128,1516,192]
property-description: Residential Building situated at Mouza Chawanpur, N B 305, Patwari Halka No. 28/32, Indira Gandhi Ward, Khasra no. 212/1, 213/1, Tehsil and District Jabalpur (M.P.), Plot Area 2936 Sq Feet. Boundaries : North- Duplex of Awasthi jee, South- Side Road, East- Plot of Shri Makheera, West- Vimla Thakur [273,777,590,832]
borrower-cell [10,895,270,997]
owner-auction-ref: Owner & Mortgagor - Shri Munnalal Soni S/o Shri Sukhanlal Soni Auction Ref No. PUNB660001006 [273,1329,590,1351]
qr-code-icon[interactable] [1452,687,1516,751]
dates-cell [595,1151,679,1271]
price-cell [679,895,764,997]
branch-label: 21. Branch : Dindori (MP) [776,1065,1036,1081]
description-cell [270,775,595,895]
date-place: Date : 23.02.2025, Place : Jabalpur [779,1729,949,1742]
dates-cell [1361,773,1448,926]
owner-auction-ref: Owner & Mortgagor - Shri Jagdish Gajra S/o Shri Manohar Lal Gajra Auction Ref No. PUNB8026000005 [273,711,590,734]
price-cell [679,997,764,1151]
dates-cell [595,1271,679,1392]
notice-dates: A) 17.09.2021 B) 22.01.2024 C) Symbolic Possession D) Rs. 17,52,772.17 + further interest and other charges [598,1675,673,1749]
branch-label: 20. Branch : Mandla (MP) [776,926,1036,942]
col-borrower: Borrower/Mortgagor/ Guarantor Name [776,10,1036,94]
qr-code-icon[interactable] [683,809,747,873]
emd-amount: B) 1,56,420.00 [683,638,750,649]
